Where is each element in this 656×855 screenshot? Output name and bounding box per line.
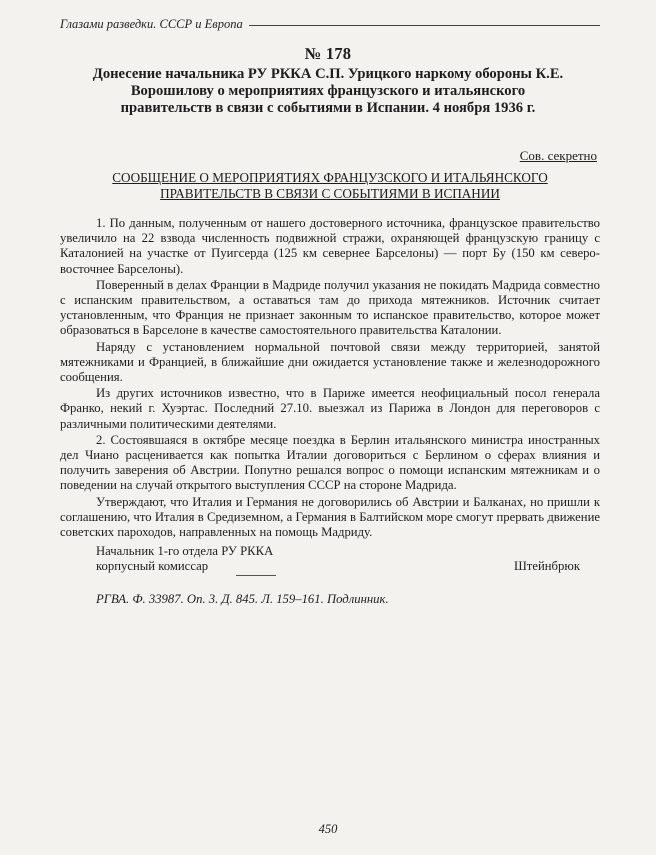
body-paragraph-1: 1. По данным, полученным от нашего достоверного источника, французское правительство увеличило на 22 взвода численность подвижной стражи, охраняющей французскую границу с Каталонией на участке от Пуигсерда (125 км севернее Барселоны) — порт Бу (150 км северо-восточнее Барселоны). bbox=[60, 216, 600, 276]
body-paragraph-5: 2. Состоявшаяся в октябре месяце поездка в Берлин итальянского министра иностранных дел Чиано расценивается как попытка Италии договориться с Берлином о сферах влияния и получить заверения об Австрии. Попутно решался вопрос о помощи испанским мятежникам и о поведении на случай открытого выступления СССР на стороне Мадрида. bbox=[60, 432, 600, 493]
document-title: Донесение начальника РУ РККА С.П. Урицкого наркому обороны К.Е. Ворошилову о мероприятиях французского и итальянского правительств в связи с событиями в Испании. 4 ноября 1936 г. bbox=[92, 66, 564, 117]
document-body bbox=[60, 216, 600, 541]
document-number: № 178 bbox=[304, 44, 352, 63]
body-paragraph-4: Из других источников известно, что в Париже имеется неофициальный посол генерала Франко, некий г. Хуэртас. Последний 27.10. выезжал из Парижа в Лондон для переговоров с различными политическими деятелями. bbox=[60, 386, 600, 431]
classification-mark: Сов. секретно bbox=[519, 148, 597, 163]
running-header bbox=[60, 14, 600, 34]
body-paragraph-2: Поверенный в делах Франции в Мадриде получил указания не покидать Мадрида совместно с испанским правительством, а оставаться там до прихода мятежников. Источник считает установленным, что Франция не признает законным то испанское правительство, которое может образоваться в Барселоне в качестве самостоятельного правительства Каталонии. bbox=[60, 277, 600, 338]
running-title: Глазами разведки. СССР и Европа bbox=[60, 16, 243, 31]
body-paragraph-3: Наряду с установлением нормальной почтовой связи между территорией, занятой мятежниками и Францией, в ближайшие дни ожидается установление также и железнодорожного сообщения. bbox=[60, 339, 600, 385]
signature-position-line2: корпусный комиссар bbox=[96, 559, 209, 574]
signature-name: Штейнбрюк bbox=[514, 559, 580, 574]
separator-dash bbox=[236, 575, 276, 576]
signature-block bbox=[96, 544, 600, 575]
signature-position-line1: Начальник 1-го отдела РУ РККА bbox=[96, 544, 274, 558]
body-paragraph-6: Утверждают, что Италия и Германия не договорились об Австрии и Балканах, но пришли к соглашению, что Италия в Средиземном, а Германия в Балтийском море смогут прервать движение советских пароходов, направленных на помощь Мадриду. bbox=[60, 494, 600, 540]
document-subject: СООБЩЕНИЕ О МЕРОПРИЯТИЯХ ФРАНЦУЗСКОГО И ИТАЛЬЯНСКОГО ПРАВИТЕЛЬСТВ В СВЯЗИ С СОБЫТИЯМИ В ИСПАНИИ bbox=[112, 170, 548, 201]
signature-row bbox=[96, 559, 600, 574]
archival-source: РГВА. Ф. 33987. Оп. 3. Д. 845. Л. 159–161. Подлинник. bbox=[96, 592, 389, 606]
page-number: 450 bbox=[318, 822, 338, 836]
header-rule bbox=[249, 25, 600, 26]
